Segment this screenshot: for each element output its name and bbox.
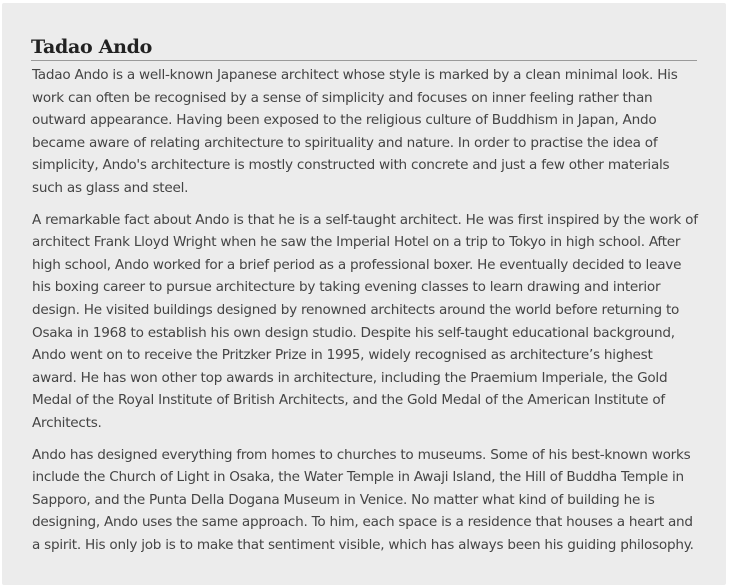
- article-title: Tadao Ando: [31, 36, 153, 58]
- article-body: [32, 64, 700, 565]
- article-paragraph: Ando has designed everything from homes to churches to museums. Some of his best-known works include the Church of Light in Osaka, the Water Temple in Awaji Island, the Hill of Buddha Temple in Sapporo, and the Punta Della Dogana Museum in Venice. No matter what kind of building he is designing, Ando uses the same approach. To him, each space is a residence that houses a heart and a spirit. His only job is to make that sentiment visible, which has always been his guiding philosophy.: [32, 446, 694, 553]
- article-paragraph: Tadao Ando is a well-known Japanese architect whose style is marked by a clean minimal look. His work can often be recognised by a sense of simplicity and focuses on inner feeling rather than outward appearance. Having been exposed to the religious culture of Buddhism in Japan, Ando became aware of relating architecture to spirituality and nature. In order to practise the idea of simplicity, Ando's architecture is mostly constructed with concrete and just a few other materials such as glass and steel.: [32, 67, 678, 196]
- article-paragraph: A remarkable fact about Ando is that he is a self-taught architect. He was first inspired by the work of architect Frank Lloyd Wright when he saw the Imperial Hotel on a trip to Tokyo in high school. After high school, Ando worked for a brief period as a professional boxer. He eventually decided to leave his boxing career to pursue architecture by taking evening classes to learn drawing and interior design. He visited buildings designed by renowned architects around the world before returning to Osaka in 1968 to establish his own design studio. Despite his self-taught educational background, Ando went on to receive the Pritzker Prize in 1995, widely recognised as architecture’s highest award. He has won other top awards in architecture, including the Praemium Imperiale, the Gold Medal of the Royal Institute of British Architects, and the Gold Medal of the American Institute of Architects.: [32, 211, 698, 431]
- title-divider: [31, 60, 697, 61]
